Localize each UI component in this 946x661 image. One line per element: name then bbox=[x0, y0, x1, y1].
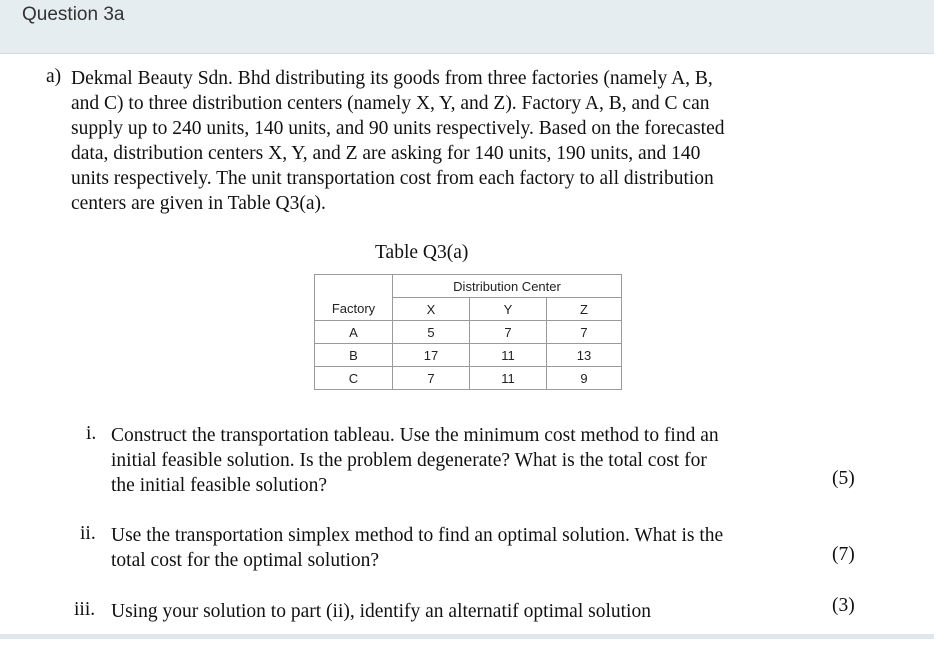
table-corner-cell bbox=[315, 275, 393, 298]
marks-label: (3) bbox=[832, 595, 855, 616]
part-a-label: a) bbox=[46, 66, 62, 87]
question-header bbox=[0, 0, 934, 54]
cost-cell: 9 bbox=[547, 367, 622, 390]
subquestion-line: Use the transportation simplex method to find an optimal solution. What is the bbox=[111, 525, 724, 546]
table-column-header-row bbox=[315, 298, 622, 321]
cost-cell: 17 bbox=[393, 344, 470, 367]
subquestion-line: the initial feasible solution? bbox=[111, 475, 328, 496]
table-row bbox=[315, 321, 622, 344]
column-header-y: Y bbox=[470, 298, 547, 321]
cost-cell: 7 bbox=[547, 321, 622, 344]
subquestion-number: iii. bbox=[74, 599, 96, 620]
cost-cell: 11 bbox=[470, 367, 547, 390]
part-a-line: centers are given in Table Q3(a). bbox=[71, 193, 326, 214]
part-a-line: units respectively. The unit transportation cost from each factory to all distribution bbox=[71, 168, 714, 189]
column-header-z: Z bbox=[547, 298, 622, 321]
cost-table bbox=[314, 274, 622, 390]
cost-cell: 13 bbox=[547, 344, 622, 367]
part-a-line: data, distribution centers X, Y, and Z are asking for 140 units, 190 units, and 140 bbox=[71, 143, 701, 164]
part-a-line: supply up to 240 units, 140 units, and 90 units respectively. Based on the forecasted bbox=[71, 118, 725, 139]
factory-cell: A bbox=[315, 321, 393, 344]
column-header-x: X bbox=[393, 298, 470, 321]
subquestion-line: Using your solution to part (ii), identify an alternatif optimal solution bbox=[111, 601, 651, 622]
table-row bbox=[315, 344, 622, 367]
factory-cell: B bbox=[315, 344, 393, 367]
table-header-row bbox=[315, 275, 622, 298]
part-a-line: and C) to three distribution centers (namely X, Y, and Z). Factory A, B, and C can bbox=[71, 93, 710, 114]
marks-label: (5) bbox=[832, 468, 855, 489]
cost-cell: 5 bbox=[393, 321, 470, 344]
cost-cell: 7 bbox=[470, 321, 547, 344]
subquestion-number: i. bbox=[86, 423, 97, 444]
subquestion-line: Construct the transportation tableau. Use the minimum cost method to find an bbox=[111, 425, 719, 446]
question-title: Question 3a bbox=[22, 4, 125, 25]
cost-cell: 11 bbox=[470, 344, 547, 367]
factory-header: Factory bbox=[315, 298, 393, 321]
cost-cell: 7 bbox=[393, 367, 470, 390]
subquestion-number: ii. bbox=[80, 523, 96, 544]
subquestion-line: total cost for the optimal solution? bbox=[111, 550, 380, 571]
table-row bbox=[315, 367, 622, 390]
marks-label: (7) bbox=[832, 544, 855, 565]
part-a-line: Dekmal Beauty Sdn. Bhd distributing its goods from three factories (namely A, B, bbox=[71, 68, 713, 89]
factory-cell: C bbox=[315, 367, 393, 390]
table-caption: Table Q3(a) bbox=[375, 242, 469, 263]
subquestion-line: initial feasible solution. Is the problem degenerate? What is the total cost for bbox=[111, 450, 707, 471]
content-bottom-border bbox=[0, 634, 934, 639]
distribution-center-header: Distribution Center bbox=[393, 275, 622, 298]
